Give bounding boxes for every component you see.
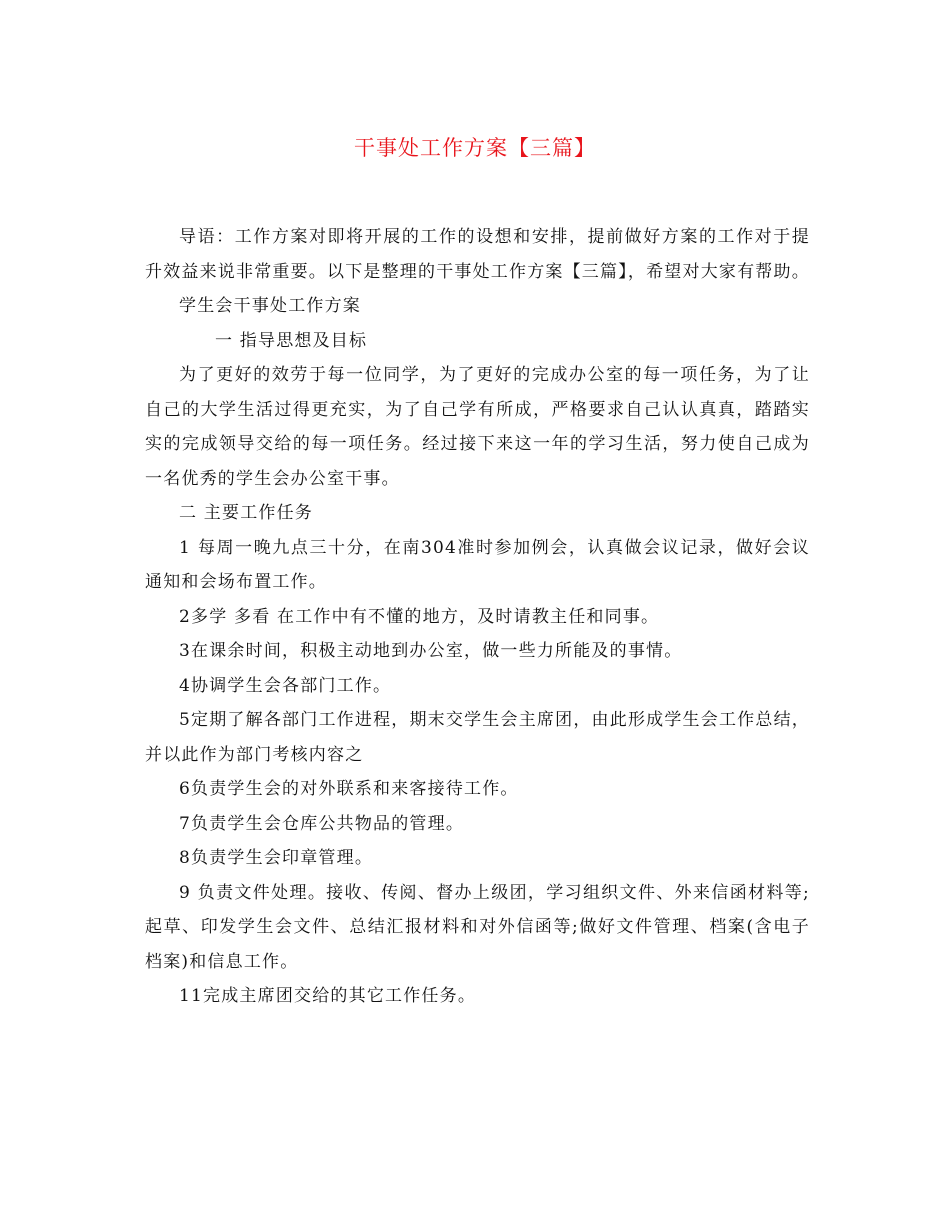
task-item-4: 4协调学生会各部门工作。 bbox=[179, 675, 392, 696]
task-item-6: 6负责学生会的对外联系和来客接待工作。 bbox=[179, 779, 519, 799]
document-title: 干事处工作方案【三篇】 bbox=[354, 136, 596, 160]
task-item-2: 2多学 多看 在工作中有不懂的地方，及时请教主任和同事。 bbox=[179, 606, 660, 627]
task-item-1: 1 每周一晚九点三十分，在南304准时参加例会，认真做会议记录，做好会议通知和会场布置工作。 bbox=[145, 537, 810, 592]
subheading-guiding-ideas: 一 指导思想及目标 bbox=[215, 330, 368, 351]
task-item-11: 11完成主席团交给的其它工作任务。 bbox=[179, 986, 477, 1006]
intro-paragraph: 导语：工作方案对即将开展的工作的设想和安排，提前做好方案的工作对于提升效益来说非常重要。以下是整理的干事处工作方案【三篇】，希望对大家有帮助。 bbox=[145, 227, 810, 282]
task-item-7: 7负责学生会仓库公共物品的管理。 bbox=[179, 813, 465, 834]
document-body bbox=[145, 220, 810, 1014]
task-item-8: 8负责学生会印章管理。 bbox=[179, 848, 374, 868]
subheading-main-tasks: 二 主要工作任务 bbox=[179, 503, 314, 523]
section-heading-plan: 学生会干事处工作方案 bbox=[179, 296, 361, 316]
task-item-9: 9 负责文件处理。接收、传阅、督办上级团，学习组织文件、外来信函材料等;起草、印发学生会文件、总结汇报材料和对外信函等;做好文件管理、档案(含电子档案)和信息工作。 bbox=[145, 882, 810, 972]
task-item-5: 5定期了解各部门工作进程，期末交学生会主席团，由此形成学生会工作总结，并以此作为部门考核内容之 bbox=[145, 710, 810, 765]
goals-paragraph: 为了更好的效劳于每一位同学，为了更好的完成办公室的每一项任务，为了让自己的大学生活过得更充实，为了自己学有所成，严格要求自己认认真真，踏踏实实的完成领导交给的每一项任务。经过接下来这一年的学习生活，努力使自己成为一名优秀的学生会办公室干事。 bbox=[145, 365, 810, 489]
task-item-3: 3在课余时间，积极主动地到办公室，做一些力所能及的事情。 bbox=[179, 641, 683, 661]
